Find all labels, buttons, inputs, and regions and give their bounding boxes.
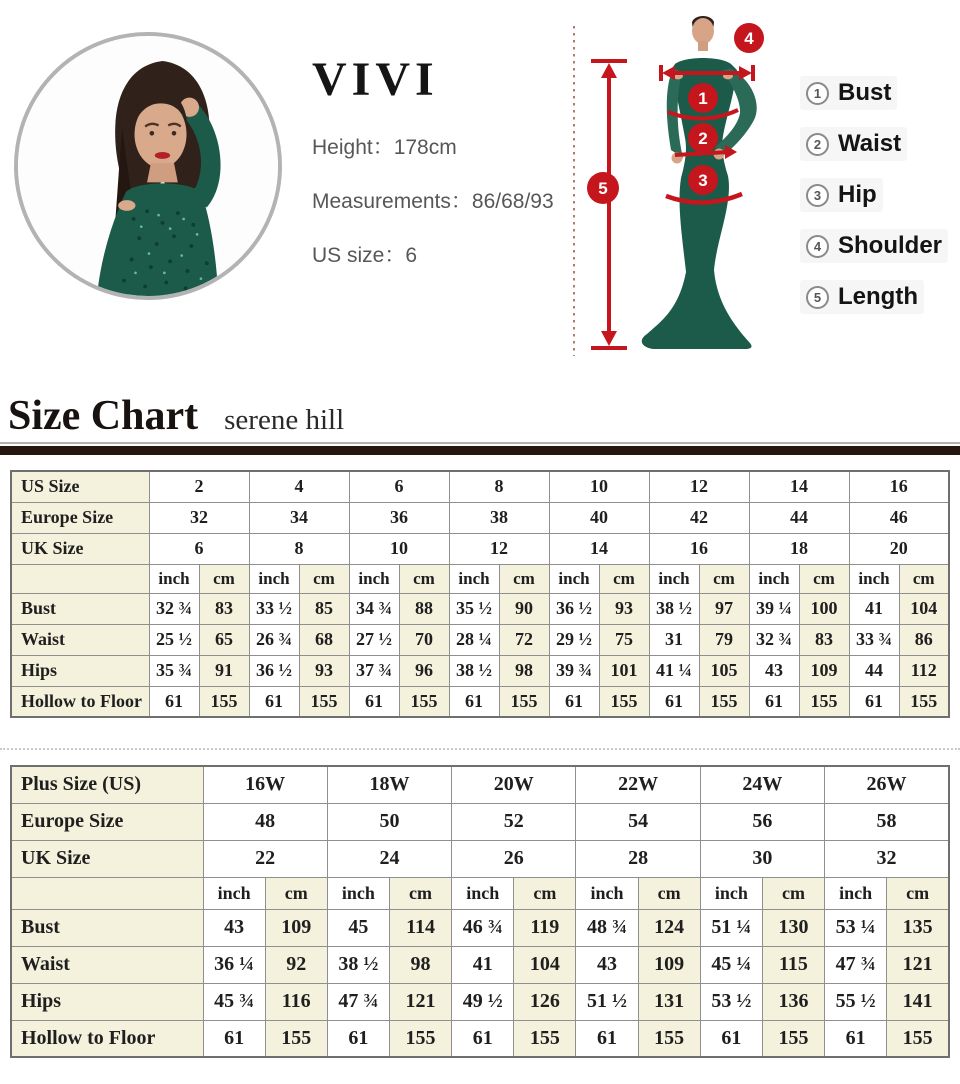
unit-label-inch: inch: [449, 564, 499, 593]
measurement-value-cm: 65: [199, 624, 249, 655]
measurement-value-inch: 61: [149, 686, 199, 717]
unit-label-cm: cm: [899, 564, 949, 593]
measurement-value-inch: 55 ½: [825, 983, 887, 1020]
size-header-row: [11, 803, 949, 840]
top-section: [0, 0, 960, 385]
measurement-value-cm: 96: [399, 655, 449, 686]
measurement-value-cm: 91: [199, 655, 249, 686]
heading-rule-thin: [0, 442, 960, 444]
unit-label-cm: cm: [514, 877, 576, 909]
measurement-value-inch: 33 ¾: [849, 624, 899, 655]
circled-number-icon: 2: [806, 133, 829, 156]
measurement-value-inch: 53 ½: [700, 983, 762, 1020]
circled-number-icon: 1: [806, 82, 829, 105]
measurement-value-cm: 83: [199, 593, 249, 624]
size-value: 22: [203, 840, 327, 877]
measurement-value-cm: 93: [299, 655, 349, 686]
measurement-value-cm: 104: [514, 946, 576, 983]
size-value: 58: [825, 803, 949, 840]
measurement-value-cm: 155: [299, 686, 349, 717]
size-value: 36: [349, 502, 449, 533]
row-label: Hollow to Floor: [11, 1020, 203, 1057]
standard-size-table: [10, 470, 950, 718]
measurement-value-inch: 35 ½: [449, 593, 499, 624]
legend-item-bust: 1 Bust: [800, 76, 897, 110]
measurement-value-inch: 61: [649, 686, 699, 717]
size-value: 26W: [825, 766, 949, 803]
measurement-value-cm: 136: [762, 983, 824, 1020]
model-measurements: Measurements：86/68/93: [312, 190, 554, 213]
measurement-value-cm: 92: [265, 946, 327, 983]
measurement-value-cm: 155: [514, 1020, 576, 1057]
measurement-value-cm: 90: [499, 593, 549, 624]
legend-item-shoulder: 4 Shoulder: [800, 229, 948, 263]
unit-label-cm: cm: [638, 877, 700, 909]
row-label: Waist: [11, 946, 203, 983]
measurement-row: [11, 655, 949, 686]
unit-label-cm: cm: [599, 564, 649, 593]
unit-label-inch: inch: [349, 564, 399, 593]
size-value: 10: [349, 533, 449, 564]
unit-label-cm: cm: [762, 877, 824, 909]
circled-number-icon: 4: [806, 235, 829, 258]
size-value: 14: [549, 533, 649, 564]
measurement-value-inch: 47 ¾: [327, 983, 389, 1020]
measurement-value-inch: 43: [203, 909, 265, 946]
size-value: 20W: [452, 766, 576, 803]
measurement-value-inch: 31: [649, 624, 699, 655]
size-value: 54: [576, 803, 700, 840]
model-us-size: US size：6: [312, 244, 418, 267]
size-value: 26: [452, 840, 576, 877]
size-header-row: [11, 840, 949, 877]
legend-item-waist: 2 Waist: [800, 127, 907, 161]
measurement-value-inch: 32 ¾: [749, 624, 799, 655]
unit-label-inch: inch: [849, 564, 899, 593]
measurement-value-cm: 85: [299, 593, 349, 624]
measurement-value-cm: 72: [499, 624, 549, 655]
size-value: 6: [149, 533, 249, 564]
measurement-value-inch: 36 ½: [249, 655, 299, 686]
measurement-value-cm: 114: [389, 909, 451, 946]
measurement-value-inch: 36 ½: [549, 593, 599, 624]
row-label: Bust: [11, 593, 149, 624]
size-value: 32: [149, 502, 249, 533]
measurement-value-cm: 97: [699, 593, 749, 624]
measurement-value-cm: 155: [638, 1020, 700, 1057]
legend-item-length: 5 Length: [800, 280, 924, 314]
unit-label-inch: inch: [649, 564, 699, 593]
size-value: 42: [649, 502, 749, 533]
page-title: Size Chart: [8, 393, 199, 439]
size-value: 10: [549, 471, 649, 502]
marker-5: 5: [598, 179, 608, 198]
size-value: 4: [249, 471, 349, 502]
measurement-value-cm: 121: [887, 946, 949, 983]
measurement-value-inch: 39 ¾: [549, 655, 599, 686]
brand-subtitle: serene hill: [224, 404, 345, 436]
row-label: Waist: [11, 624, 149, 655]
size-value: 48: [203, 803, 327, 840]
measurement-value-cm: 83: [799, 624, 849, 655]
size-value: 40: [549, 502, 649, 533]
measurement-value-inch: 35 ¾: [149, 655, 199, 686]
plus-size-table: [10, 765, 950, 1058]
row-label: Hips: [11, 655, 149, 686]
measurement-value-inch: 51 ½: [576, 983, 638, 1020]
unit-label-cm: cm: [389, 877, 451, 909]
measurement-value-inch: 33 ½: [249, 593, 299, 624]
size-value: 22W: [576, 766, 700, 803]
circled-number-icon: 3: [806, 184, 829, 207]
measurement-row: [11, 909, 949, 946]
size-header-row: [11, 471, 949, 502]
measurement-value-inch: 46 ¾: [452, 909, 514, 946]
size-value: 38: [449, 502, 549, 533]
model-illustration: [18, 36, 278, 296]
size-value: 28: [576, 840, 700, 877]
size-header-row: [11, 533, 949, 564]
measurement-value-cm: 155: [799, 686, 849, 717]
measurement-value-inch: 26 ¾: [249, 624, 299, 655]
measurement-value-inch: 39 ¼: [749, 593, 799, 624]
measurement-value-cm: 126: [514, 983, 576, 1020]
size-value: 44: [749, 502, 849, 533]
measurement-row: [11, 593, 949, 624]
measurement-value-cm: 98: [389, 946, 451, 983]
measurement-value-inch: 51 ¼: [700, 909, 762, 946]
size-value: 16: [649, 533, 749, 564]
unit-label-cm: cm: [699, 564, 749, 593]
legend-item-hip: 3 Hip: [800, 178, 883, 212]
model-photo: [14, 32, 282, 300]
measurement-value-inch: 45 ¼: [700, 946, 762, 983]
unit-label-inch: inch: [825, 877, 887, 909]
measurement-diagram: [565, 8, 797, 374]
measurement-value-cm: 109: [638, 946, 700, 983]
unit-label-cm: cm: [299, 564, 349, 593]
measurement-value-inch: 36 ¼: [203, 946, 265, 983]
row-label: Europe Size: [11, 502, 149, 533]
measurement-value-inch: 61: [449, 686, 499, 717]
row-label: Hips: [11, 983, 203, 1020]
measurement-value-inch: 45: [327, 909, 389, 946]
size-value: 14: [749, 471, 849, 502]
table-divider: [0, 748, 960, 750]
brand-name: VIVI: [312, 53, 439, 106]
size-value: 34: [249, 502, 349, 533]
measurement-value-inch: 61: [452, 1020, 514, 1057]
row-label: [11, 564, 149, 593]
measurement-value-cm: 105: [699, 655, 749, 686]
unit-label-inch: inch: [576, 877, 638, 909]
measurement-value-cm: 121: [389, 983, 451, 1020]
measurement-value-cm: 155: [887, 1020, 949, 1057]
measurement-value-inch: 25 ½: [149, 624, 199, 655]
measurement-value-inch: 37 ¾: [349, 655, 399, 686]
unit-label-inch: inch: [700, 877, 762, 909]
measurement-value-inch: 34 ¾: [349, 593, 399, 624]
measurement-value-inch: 53 ¼: [825, 909, 887, 946]
measurement-value-inch: 38 ½: [649, 593, 699, 624]
row-label: UK Size: [11, 840, 203, 877]
measurement-value-inch: 61: [349, 686, 399, 717]
row-label: US Size: [11, 471, 149, 502]
row-label: Hollow to Floor: [11, 686, 149, 717]
measurement-value-inch: 44: [849, 655, 899, 686]
measurement-value-cm: 70: [399, 624, 449, 655]
measurement-value-inch: 61: [203, 1020, 265, 1057]
size-value: 16W: [203, 766, 327, 803]
measurement-value-cm: 112: [899, 655, 949, 686]
measurement-value-cm: 100: [799, 593, 849, 624]
size-chart-heading: [8, 392, 952, 440]
row-label: UK Size: [11, 533, 149, 564]
unit-label-inch: inch: [452, 877, 514, 909]
measurement-value-inch: 41 ¼: [649, 655, 699, 686]
marker-3: 3: [698, 171, 708, 190]
unit-label-inch: inch: [749, 564, 799, 593]
measurement-value-cm: 155: [762, 1020, 824, 1057]
unit-label-inch: inch: [249, 564, 299, 593]
unit-row: [11, 877, 949, 909]
measurement-value-cm: 109: [265, 909, 327, 946]
measurement-legend: [800, 76, 958, 331]
unit-label-inch: inch: [203, 877, 265, 909]
measurement-value-inch: 45 ¾: [203, 983, 265, 1020]
measurement-value-cm: 155: [599, 686, 649, 717]
measurement-value-cm: 131: [638, 983, 700, 1020]
measurement-value-cm: 115: [762, 946, 824, 983]
measurement-value-inch: 32 ¾: [149, 593, 199, 624]
size-value: 6: [349, 471, 449, 502]
heading-rule-bar: [0, 446, 960, 455]
measurement-value-inch: 61: [749, 686, 799, 717]
measurement-value-cm: 119: [514, 909, 576, 946]
marker-1: 1: [698, 89, 708, 108]
measurement-value-cm: 104: [899, 593, 949, 624]
size-value: 16: [849, 471, 949, 502]
measurement-value-cm: 155: [399, 686, 449, 717]
row-label: [11, 877, 203, 909]
size-value: 8: [449, 471, 549, 502]
size-value: 2: [149, 471, 249, 502]
measurement-value-inch: 61: [700, 1020, 762, 1057]
measurement-value-cm: 155: [899, 686, 949, 717]
measurement-value-inch: 61: [576, 1020, 638, 1057]
row-label: Bust: [11, 909, 203, 946]
size-header-row: [11, 502, 949, 533]
measurement-value-cm: 79: [699, 624, 749, 655]
measurement-value-inch: 43: [576, 946, 638, 983]
size-value: 56: [700, 803, 824, 840]
measurement-row: [11, 946, 949, 983]
size-value: 46: [849, 502, 949, 533]
measurement-value-cm: 135: [887, 909, 949, 946]
row-label: Europe Size: [11, 803, 203, 840]
unit-row: [11, 564, 949, 593]
dress-figure: [565, 8, 797, 374]
measurement-value-inch: 61: [849, 686, 899, 717]
measurement-value-cm: 93: [599, 593, 649, 624]
unit-label-cm: cm: [887, 877, 949, 909]
measurement-value-cm: 88: [399, 593, 449, 624]
size-value: 52: [452, 803, 576, 840]
measurement-value-cm: 155: [699, 686, 749, 717]
measurement-value-cm: 155: [389, 1020, 451, 1057]
brand-block: [312, 52, 562, 269]
unit-label-cm: cm: [399, 564, 449, 593]
measurement-value-inch: 49 ½: [452, 983, 514, 1020]
row-label: Plus Size (US): [11, 766, 203, 803]
measurement-value-inch: 29 ½: [549, 624, 599, 655]
measurement-value-cm: 75: [599, 624, 649, 655]
measurement-value-cm: 68: [299, 624, 349, 655]
measurement-value-inch: 61: [825, 1020, 887, 1057]
measurement-value-cm: 141: [887, 983, 949, 1020]
unit-label-cm: cm: [199, 564, 249, 593]
size-value: 32: [825, 840, 949, 877]
measurement-value-cm: 98: [499, 655, 549, 686]
size-value: 50: [327, 803, 451, 840]
size-value: 18W: [327, 766, 451, 803]
size-value: 8: [249, 533, 349, 564]
unit-label-inch: inch: [149, 564, 199, 593]
marker-2: 2: [698, 129, 708, 148]
measurement-value-inch: 41: [452, 946, 514, 983]
measurement-value-inch: 47 ¾: [825, 946, 887, 983]
size-value: 24: [327, 840, 451, 877]
measurement-value-inch: 38 ½: [449, 655, 499, 686]
size-value: 20: [849, 533, 949, 564]
measurement-value-inch: 38 ½: [327, 946, 389, 983]
measurement-value-inch: 28 ¼: [449, 624, 499, 655]
measurement-value-inch: 61: [249, 686, 299, 717]
measurement-value-inch: 43: [749, 655, 799, 686]
size-value: 12: [649, 471, 749, 502]
size-value: 24W: [700, 766, 824, 803]
size-value: 18: [749, 533, 849, 564]
measurement-value-cm: 116: [265, 983, 327, 1020]
unit-label-cm: cm: [499, 564, 549, 593]
measurement-row: [11, 1020, 949, 1057]
measurement-value-inch: 27 ½: [349, 624, 399, 655]
unit-label-cm: cm: [799, 564, 849, 593]
measurement-value-inch: 61: [549, 686, 599, 717]
measurement-value-cm: 155: [199, 686, 249, 717]
model-height: Height：178cm: [312, 136, 457, 159]
measurement-value-cm: 124: [638, 909, 700, 946]
marker-4: 4: [744, 29, 754, 48]
measurement-value-inch: 41: [849, 593, 899, 624]
measurement-value-cm: 101: [599, 655, 649, 686]
measurement-value-cm: 86: [899, 624, 949, 655]
unit-label-cm: cm: [265, 877, 327, 909]
size-value: 12: [449, 533, 549, 564]
length-arrow: [591, 61, 627, 348]
measurement-value-inch: 48 ¾: [576, 909, 638, 946]
measurement-row: [11, 686, 949, 717]
size-header-row: [11, 766, 949, 803]
size-value: 30: [700, 840, 824, 877]
measurement-value-cm: 130: [762, 909, 824, 946]
measurement-row: [11, 983, 949, 1020]
measurement-value-cm: 109: [799, 655, 849, 686]
circled-number-icon: 5: [806, 286, 829, 309]
unit-label-inch: inch: [327, 877, 389, 909]
measurement-value-inch: 61: [327, 1020, 389, 1057]
measurement-value-cm: 155: [499, 686, 549, 717]
unit-label-inch: inch: [549, 564, 599, 593]
measurement-value-cm: 155: [265, 1020, 327, 1057]
measurement-row: [11, 624, 949, 655]
